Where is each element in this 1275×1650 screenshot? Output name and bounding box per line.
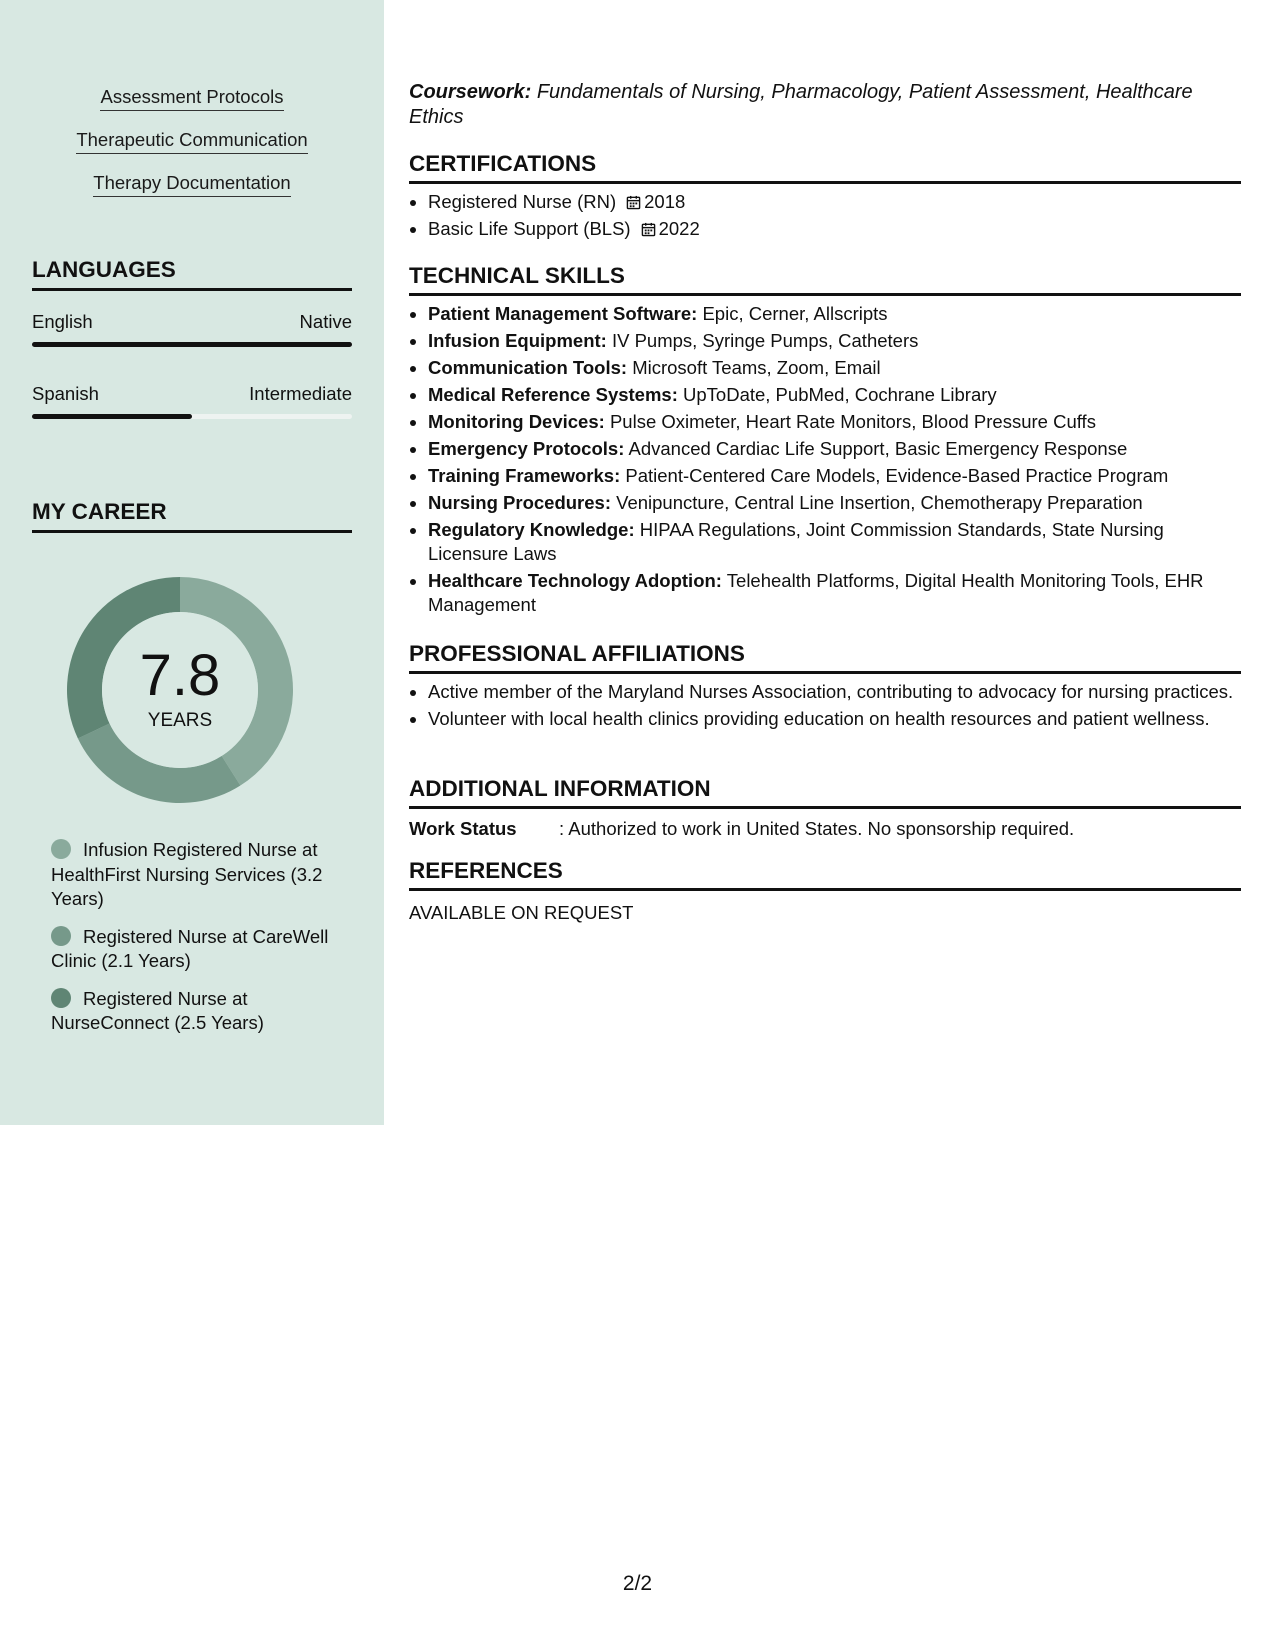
career-role: [51, 925, 341, 974]
references-heading: REFERENCES: [409, 857, 1241, 891]
calendar-icon: [626, 195, 641, 210]
career-role-label: Infusion Registered Nurse at HealthFirst Nursing Services (3.2 Years): [51, 839, 323, 909]
career-total-unit: YEARS: [147, 710, 213, 731]
donut-center: [66, 576, 294, 804]
page-number: 2/2: [622, 1572, 653, 1595]
technical-skill-value: Epic, Cerner, Allscripts: [702, 303, 888, 324]
career-heading: MY CAREER: [32, 498, 352, 533]
affiliation-item: • Volunteer with local health clinics providing education on health resources and patient wellness.: [428, 707, 1241, 731]
technical-skill-item: [428, 464, 1241, 488]
legend-dot-icon: [51, 839, 71, 859]
technical-skill-value: Telehealth Platforms, Digital Health Monitoring Tools, EHR Management: [428, 570, 1204, 615]
legend-dot-icon: [51, 926, 71, 946]
technical-skill-item: [428, 518, 1241, 566]
skill-link[interactable]: Assessment Protocols: [100, 86, 283, 111]
technical-skill-item: [428, 302, 1241, 326]
certifications-section: [409, 150, 1241, 244]
certification-item: [428, 217, 1241, 241]
language-name: Spanish: [32, 383, 99, 404]
technical-skill-value: UpToDate, PubMed, Cochrane Library: [683, 384, 997, 405]
technical-skill-label: Nursing Procedures:: [428, 492, 611, 513]
career-total-value: 7.8: [139, 643, 221, 708]
technical-skill-label: Medical Reference Systems:: [428, 384, 678, 405]
career-role-label: Registered Nurse at NurseConnect (2.5 Years): [51, 987, 264, 1033]
language-item: [32, 311, 352, 347]
technical-skills-heading: TECHNICAL SKILLS: [409, 262, 1241, 296]
certification-name: Registered Nurse (RN): [428, 191, 617, 212]
skill-link[interactable]: Therapy Documentation: [93, 172, 290, 197]
technical-skill-label: Patient Management Software:: [428, 303, 698, 324]
language-bar: [32, 342, 352, 347]
certifications-heading: CERTIFICATIONS: [409, 150, 1241, 184]
technical-skill-item: [428, 356, 1241, 380]
certification-year: 2018: [644, 191, 686, 212]
technical-skill-value: Advanced Cardiac Life Support, Basic Emergency Response: [628, 438, 1128, 459]
work-status-row: [409, 817, 1241, 841]
certification-year: 2022: [658, 218, 700, 239]
technical-skill-label: Regulatory Knowledge:: [428, 519, 635, 540]
career-legend: [51, 838, 341, 1049]
career-section: [32, 498, 352, 533]
technical-skill-label: Healthcare Technology Adoption:: [428, 570, 722, 591]
work-status-value: : Authorized to work in United States. No sponsorship required.: [559, 818, 1075, 839]
language-bar: [32, 414, 352, 419]
technical-skill-item: [428, 383, 1241, 407]
technical-skill-value: Venipuncture, Central Line Insertion, Chemotherapy Preparation: [616, 492, 1143, 513]
language-level: Intermediate: [249, 383, 352, 404]
technical-skill-label: Monitoring Devices:: [428, 411, 605, 432]
technical-skill-label: Training Frameworks:: [428, 465, 621, 486]
coursework-label: Coursework:: [409, 81, 532, 103]
references-section: [409, 857, 1241, 925]
skill-link[interactable]: Therapeutic Communication: [76, 129, 307, 154]
technical-skill-item: [428, 437, 1241, 461]
career-role-label: Registered Nurse at CareWell Clinic (2.1 Years): [51, 925, 329, 971]
languages-section: [32, 256, 352, 419]
legend-dot-icon: [51, 988, 71, 1008]
affiliations-section: [409, 640, 1241, 734]
career-role: [51, 838, 341, 912]
technical-skill-item: [428, 569, 1241, 617]
technical-skill-value: Pulse Oximeter, Heart Rate Monitors, Blood Pressure Cuffs: [609, 411, 1096, 432]
calendar-icon: [641, 222, 656, 237]
technical-skill-item: [428, 491, 1241, 515]
language-item: [32, 383, 352, 419]
work-status-label: Work Status: [409, 818, 517, 839]
certification-item: [428, 190, 1241, 214]
career-role: [51, 987, 341, 1036]
language-bar-fill: [32, 414, 192, 419]
skill-links: [0, 86, 384, 215]
career-donut-chart: [66, 576, 294, 804]
technical-skills-section: [409, 262, 1241, 620]
technical-skill-label: Communication Tools:: [428, 357, 628, 378]
coursework: [409, 80, 1241, 129]
technical-skill-label: Emergency Protocols:: [428, 438, 625, 459]
additional-info-heading: ADDITIONAL INFORMATION: [409, 775, 1241, 809]
certification-name: Basic Life Support (BLS): [428, 218, 631, 239]
affiliation-item: • Active member of the Maryland Nurses Association, contributing to advocacy for nursing practices.: [428, 680, 1241, 704]
technical-skill-label: Infusion Equipment:: [428, 330, 607, 351]
language-level: Native: [299, 311, 352, 332]
languages-heading: LANGUAGES: [32, 256, 352, 291]
references-text: AVAILABLE ON REQUEST: [409, 902, 634, 923]
technical-skill-value: Microsoft Teams, Zoom, Email: [632, 357, 881, 378]
language-bar-fill: [32, 342, 352, 347]
technical-skills-list: [409, 302, 1241, 617]
additional-info-section: [409, 775, 1241, 841]
technical-skill-item: [428, 329, 1241, 353]
technical-skill-value: IV Pumps, Syringe Pumps, Catheters: [611, 330, 919, 351]
technical-skill-value: HIPAA Regulations, Joint Commission Standards, State Nursing Licensure Laws: [428, 519, 1164, 564]
technical-skill-value: Patient-Centered Care Models, Evidence-Based Practice Program: [625, 465, 1169, 486]
technical-skill-item: [428, 410, 1241, 434]
affiliations-heading: PROFESSIONAL AFFILIATIONS: [409, 640, 1241, 674]
language-name: English: [32, 311, 93, 332]
coursework-text: Fundamentals of Nursing, Pharmacology, Patient Assessment, Healthcare Ethics: [409, 81, 1193, 128]
sidebar: [0, 0, 384, 1125]
